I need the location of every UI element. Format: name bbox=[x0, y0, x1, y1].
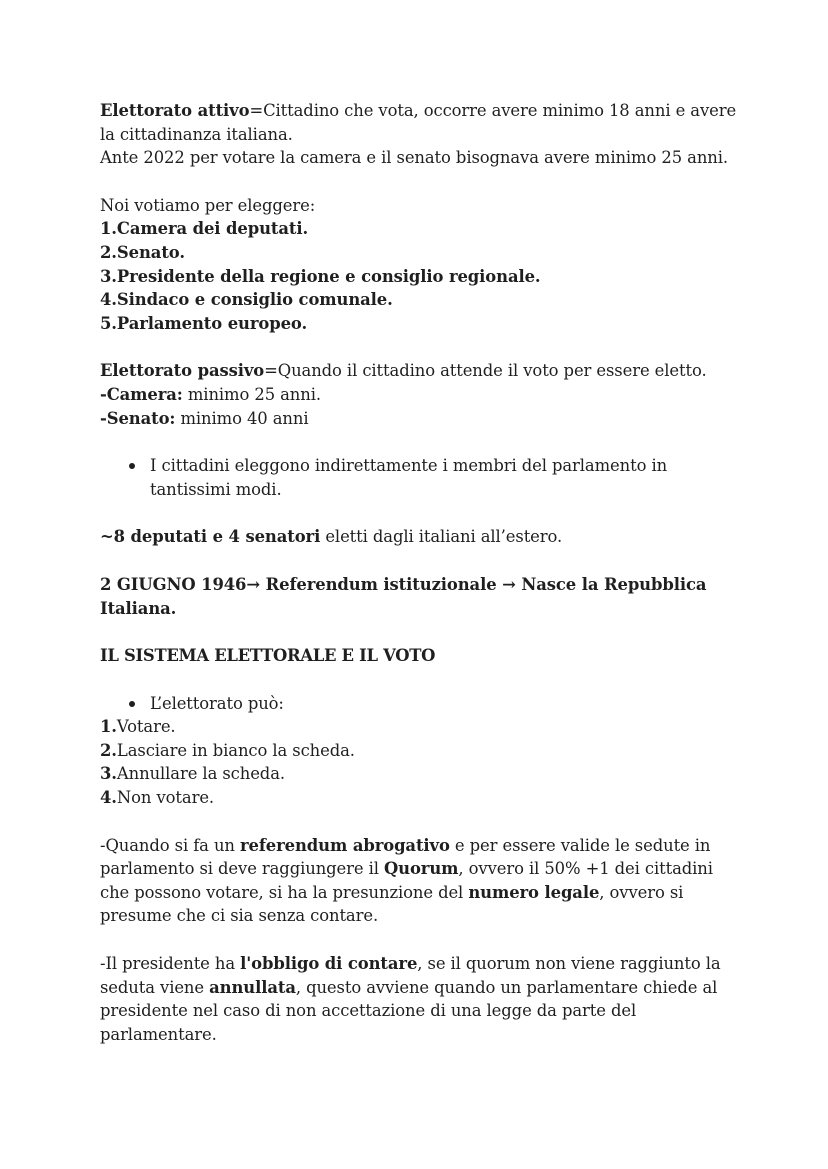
bullet-elettorato-puo: L’elettorato può: bbox=[100, 692, 740, 716]
elettorato-attivo-def2: la cittadinanza italiana. bbox=[100, 124, 293, 144]
voting-item-5: 5.Parlamento europeo. bbox=[100, 313, 308, 333]
voting-item-1: 1.Camera dei deputati. bbox=[100, 219, 309, 239]
elettorato-passivo-term: Elettorato passivo bbox=[100, 361, 265, 381]
elettorato-attivo-line1 bbox=[100, 99, 740, 123]
puo-item-2: 2.Lasciare in bianco la scheda. bbox=[100, 740, 355, 760]
elettorato-attivo-def1: =Cittadino che vota, occorre avere minimo 18 anni e avere bbox=[249, 101, 737, 120]
puo-item-1: 1.Votare. bbox=[100, 717, 176, 737]
elettorato-passivo-line: Elettorato passivo=Quando il cittadino attende il voto per essere eletto. bbox=[100, 361, 707, 381]
voting-item-3: 3.Presidente della regione e consiglio regionale. bbox=[100, 266, 541, 286]
senato-age: -Senato: minimo 40 anni bbox=[100, 408, 309, 428]
referendum-1946: 2 GIUGNO 1946→ Referendum istituzionale → Nasce la Repubblica Italiana. bbox=[100, 574, 707, 618]
document-body bbox=[100, 99, 740, 1046]
voting-item-4: 4.Sindaco e consiglio comunale. bbox=[100, 290, 393, 310]
voting-intro: Noi votiamo per eleggere: bbox=[100, 195, 316, 215]
bullet-dot-icon bbox=[129, 463, 135, 469]
bullet-parlamento: I cittadini eleggono indirettamente i membri del parlamento in tantissimi modi. bbox=[100, 454, 740, 501]
elettorato-attivo-term: Elettorato attivo bbox=[100, 101, 250, 120]
estero-line: ~8 deputati e 4 senatori eletti dagli italiani all’estero. bbox=[100, 527, 563, 547]
voting-item-2: 2.Senato. bbox=[100, 242, 185, 262]
ante-2022-note: Ante 2022 per votare la camera e il senato bisognava avere minimo 25 anni. bbox=[100, 148, 728, 168]
puo-item-4: 4.Non votare. bbox=[100, 788, 215, 808]
obbligo-paragraph: -Il presidente ha l'obbligo di contare, se il quorum non viene raggiunto la seduta viene annullata, questo avviene quando un parlamentare chiede al presidente nel caso di non accettazione di una legge da parte del parlamentare. bbox=[100, 954, 721, 1044]
camera-age: -Camera: minimo 25 anni. bbox=[100, 384, 321, 404]
bullet-dot-icon bbox=[129, 701, 135, 707]
quorum-paragraph: -Quando si fa un referendum abrogativo e per essere valide le sedute in parlamento si deve raggiungere il Quorum, ovvero il 50% +1 dei cittadini che possono votare, si ha la presunzione del numero legale, ovvero si presume che ci sia senza contare. bbox=[100, 835, 713, 926]
section-title: IL SISTEMA ELETTORALE E IL VOTO bbox=[100, 646, 436, 666]
puo-item-3: 3.Annullare la scheda. bbox=[100, 764, 285, 784]
